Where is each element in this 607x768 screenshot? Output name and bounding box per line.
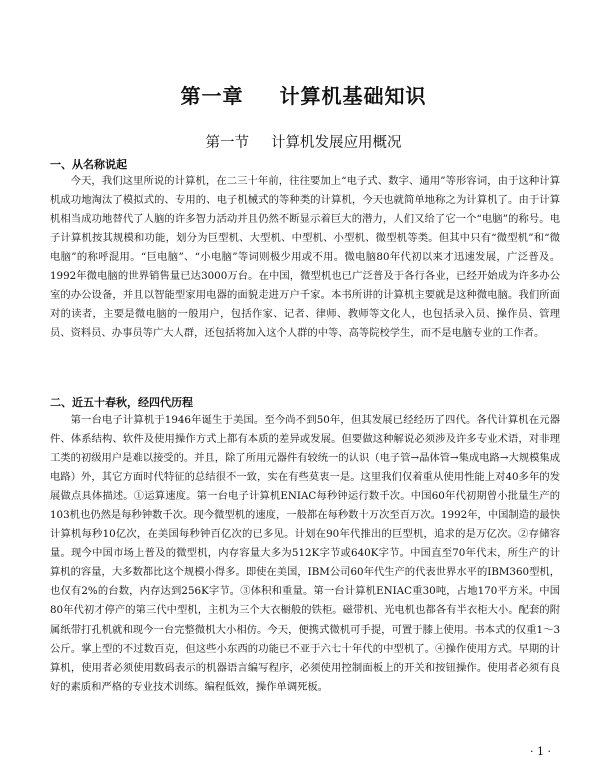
section-name: 计算机发展应用概况 [271, 135, 402, 151]
chapter-title [0, 80, 607, 109]
paragraph-1 [50, 172, 560, 343]
chapter-label: 第一章 [180, 84, 244, 108]
paragraph-2 [50, 411, 560, 697]
subsection-heading-1: 一、从名称说起 [50, 158, 127, 171]
section-title [0, 131, 607, 152]
page-number: · 1 · [530, 745, 551, 758]
paragraph-text-1: 今天，我们这里所说的计算机，在二三十年前，往往要加上“电子式、数字、通用”等形容词，由于这种计算机成功地淘汰了模拟式的、专用的、电子机械式的等种类的计算机，今天也就简单地称之为计算机了。由于计算机相当成功地替代了人脑的许多智力活动并且仍然不断显示着巨大的潜力，人们又给了它一个“电脑”的称号。电子计算机按其规模和功能，划分为巨型机、大型机、中型机、小型机、微型机等类。但其中只有“微型机”和“微电脑”的称呼混用。“巨电脑”、“小电脑”等词则极少用或不用。微电脑80年代初以来才迅速发展，广泛普及。1992年微电脑的世界销售量已达3000万台。在中国，微型机也已广泛普及于各行各业，已经开始成为许多办公室的办公设备，并且以智能型家用电器的面貌走进万户千家。本书所讲的计算机主要就是这种微电脑。我们所面对的读者，主要是微电脑的一般用户，包括作家、记者、律师、教师等文化人，也包括录入员、操作员、管理员、资料员、办事员等广大人群，还包括将加入这个人群的中等、高等院校学生，而不是电脑专业的工作者。 [50, 175, 560, 340]
section-label: 第一节 [205, 135, 249, 151]
paragraph-text-2: 第一台电子计算机于1946年诞生于美国。至今尚不到50年，但其发展已经经历了四代。各代计算机在元器件、体系结构、软件及使用操作方式上都有本质的差异或发展。但要做这种解说必须涉及许多专业术语，对非理工类的初级用户是难以接受的。并且，除了所用元器件有较统一的认识（电子管→晶体管→集成电路→大规模集成电路）外，其它方面时代特征的总结很不一致，实在有些莫衷一是。这里我们仅着重从使用性能上对40多年的发展做点具体描述。①运算速度。第一台电子计算机ENIAC每秒钟运行数千次。中国60年代初期曾小批量生产的103机也仍然是每秒钟数千次。现今微型机的速度，一般都在每秒数十万次至百万次。1992年，中国制造的最快计算机每秒10亿次，在美国每秒钟百亿次的已多见。计划在90年代推出的巨型机，追求的是万亿次。②存储容量。现今中国市场上普及的微型机，内存容量大多为512K字节或640K字节。中国直至70年代末，所生产的计算机的容量，大多数都比这个规模小得多。即使在美国，IBM公司60年代生产的代表世界水平的IBM360型机，也仅有2%的台数，内存达到256K字节。③体积和重量。第一台计算机ENIAC重30吨，占地170平方米。中国80年代初才停产的第三代中型机，主机为三个大衣橱般的铁柜。磁带机、光电机也都各有半衣柜大小。配套的附属纸带打孔机就和现今一台完整微机大小相仿。今天，便携式微机可手提，可置于膝上使用。书本式的仅重1～3公斤。掌上型的不过数百克，但这些小东西的功能已不亚于六七十年代的中型机了。④操作使用方式。早期的计算机，使用者必须使用数码表示的机器语言编写程序，必须使用控制面板上的开关和按钮操作。使用者必须有良好的素质和严格的专业技术训练。编程低效，操作单调死板。 [50, 414, 560, 693]
chapter-name: 计算机基础知识 [279, 84, 427, 108]
subsection-heading-2: 二、近五十春秋，经四代历程 [50, 396, 193, 409]
